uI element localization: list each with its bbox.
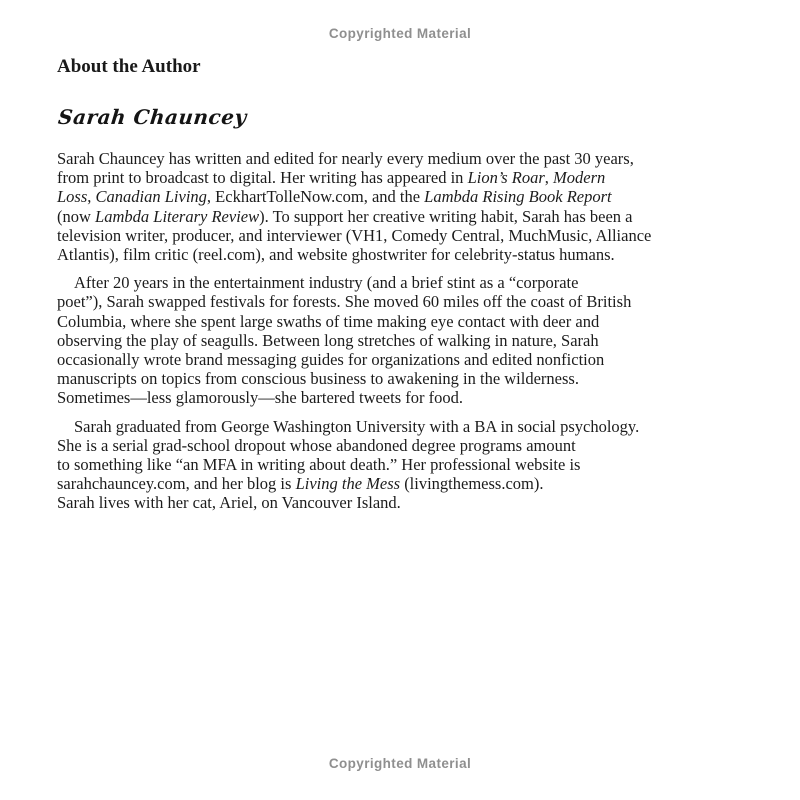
italic-text-segment: Loss — [57, 187, 88, 207]
text-segment: After 20 years in the entertainment industry (and a brief stint as a “corporate — [74, 273, 579, 293]
text-line — [57, 273, 717, 292]
text-segment: Sarah lives with her cat, Ariel, on Vancouver Island. — [57, 493, 401, 513]
italic-text-segment: Lambda Literary Review — [95, 206, 260, 226]
text-segment: (livingthemess.com). — [400, 474, 544, 494]
text-segment: Columbia, where she spent large swaths of time making eye contact with deer and — [57, 311, 600, 331]
text-segment: to something like “an MFA in writing about death.” Her professional website is — [57, 455, 581, 475]
text-line — [57, 226, 717, 245]
text-segment: , — [544, 168, 553, 188]
text-segment: She is a serial grad-school dropout whose abandoned degree programs amount — [57, 435, 576, 455]
text-line — [57, 207, 717, 226]
copyright-notice-top: Copyrighted Material — [328, 26, 472, 41]
text-segment: observing the play of seagulls. Between long stretches of walking in nature, Sarah — [57, 330, 599, 350]
text-line — [57, 149, 717, 168]
text-line — [57, 493, 717, 512]
text-segment: occasionally wrote brand messaging guides for organizations and edited nonfiction — [57, 350, 605, 370]
text-line — [57, 474, 717, 493]
italic-text-segment: Living the Mess — [295, 474, 401, 494]
italic-text-segment: Modern — [553, 168, 606, 188]
text-segment: Atlantis), film critic (reel.com), and website ghostwriter for celebrity-status humans. — [57, 245, 615, 265]
text-segment: poet”), Sarah swapped festivals for forests. She moved 60 miles off the coast of British — [57, 292, 632, 312]
text-line — [57, 312, 717, 331]
text-line — [57, 436, 717, 455]
paragraph — [57, 417, 717, 513]
text-line — [57, 350, 717, 369]
text-line — [57, 369, 717, 388]
text-segment: manuscripts on topics from conscious business to awakening in the wilderness. — [57, 369, 579, 389]
copyright-notice-bottom: Copyrighted Material — [328, 756, 472, 771]
text-segment: from print to broadcast to digital. Her writing has appeared in — [57, 168, 468, 188]
text-segment: (now — [57, 206, 96, 226]
paragraph — [57, 273, 717, 407]
text-line — [57, 417, 717, 436]
text-segment: , — [87, 187, 96, 207]
text-line — [57, 455, 717, 474]
text-line — [57, 388, 717, 407]
author-signature: Sarah Chauncey — [57, 105, 248, 129]
text-segment: sarahchauncey.com, and her blog is — [57, 474, 296, 494]
text-segment: Sarah Chauncey has written and edited for nearly every medium over the past 30 years, — [57, 149, 634, 168]
text-line — [57, 245, 717, 264]
text-segment: television writer, producer, and interviewer (VH1, Comedy Central, MuchMusic, Alliance — [57, 225, 652, 245]
italic-text-segment: Lambda Rising Book Report — [424, 187, 612, 207]
text-segment: ). To support her creative writing habit, Sarah has been a — [259, 206, 633, 226]
text-line — [57, 331, 717, 350]
text-line — [57, 168, 717, 187]
text-segment: Sarah graduated from George Washington University with a BA in social psychology. — [74, 416, 640, 436]
text-line — [57, 292, 717, 311]
paragraph — [57, 149, 717, 264]
text-segment: Sometimes—less glamorously—she bartered tweets for food. — [57, 388, 463, 408]
about-author-body — [57, 149, 717, 513]
text-line — [57, 187, 717, 206]
italic-text-segment: Canadian Living — [95, 187, 207, 207]
page-title: About the Author — [57, 56, 201, 77]
text-segment: , EckhartTolleNow.com, and the — [206, 187, 425, 207]
italic-text-segment: Lion’s Roar — [467, 168, 545, 188]
